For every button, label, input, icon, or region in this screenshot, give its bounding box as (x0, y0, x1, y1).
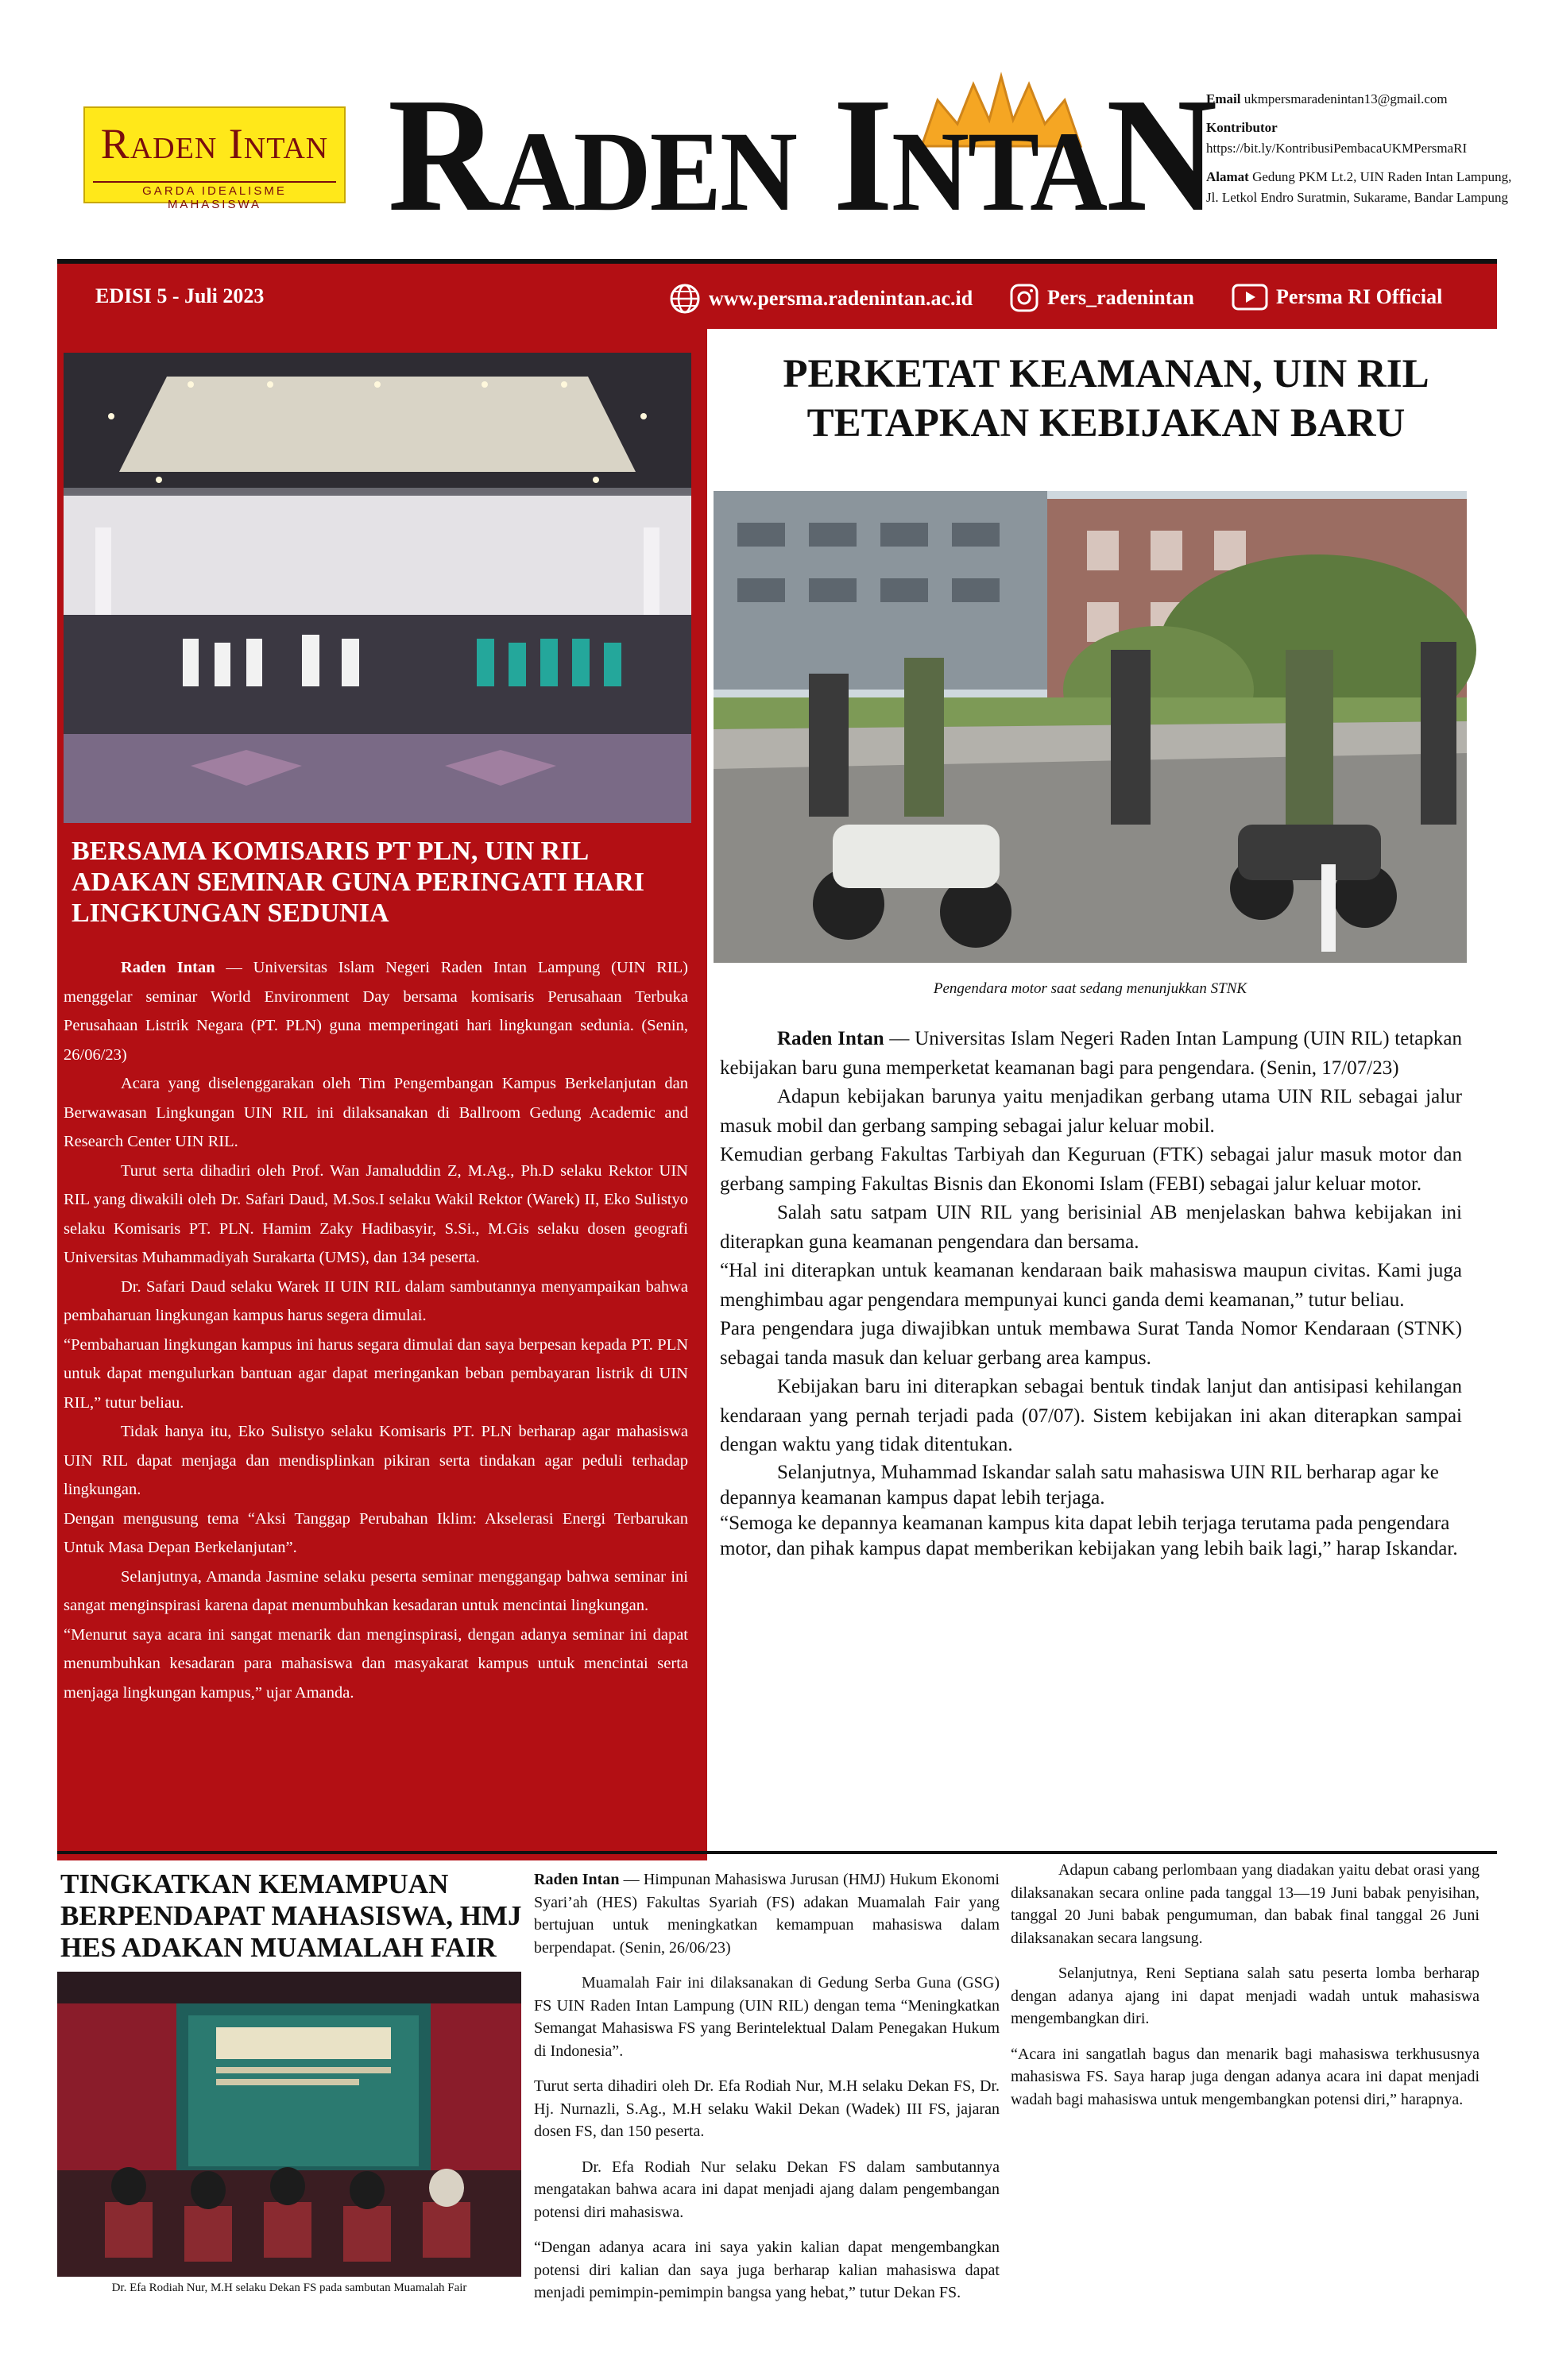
instagram-text: Pers_radenintan (1047, 286, 1194, 309)
bottom-story-column-1 (534, 1868, 1000, 2301)
right-paragraph-2: Adapun kebijakan barunya yaitu menjadikan gerbang utama UIN RIL sebagai jalur masuk mobil dan gerbang samping sebagai jalur keluar mobil. (720, 1086, 1462, 1137)
right-p1-text: — Universitas Islam Negeri Raden Intan Lampung (UIN RIL) tetapkan kebijakan baru guna memperketat keamanan bagi para pengendara. (Senin, 17/07/23) (720, 1028, 1462, 1079)
right-lead: Raden Intan (777, 1028, 884, 1049)
bottom-lead: Raden Intan (534, 1871, 620, 1888)
bottom-story-title: TINGKATKAN KEMAMPUAN BERPENDAPAT MAHASISWA, HMJ HES ADAKAN MUAMALAH FAIR (60, 1868, 522, 1963)
alamat-label: Alamat (1206, 169, 1249, 184)
youtube-text: Persma RI Official (1276, 285, 1443, 308)
kontributor-link[interactable]: https://bit.ly/KontribusiPembacaUKMPersmaRI (1206, 141, 1468, 156)
bottom-paragraph-1 (534, 1868, 1000, 1959)
left-paragraph-8: Selanjutnya, Amanda Jasmine selaku peserta seminar menggangap bahwa seminar ini sangat menginspirasi karena dapat menumbuhkan kesadaran untuk mencintai lingkungan. (64, 1567, 688, 1614)
edition-label: EDISI 5 - Juli 2023 (95, 284, 265, 307)
left-paragraph-9: “Menurut saya acara ini sangat menarik dan menginspirasi, dengan adanya seminar ini dapat menumbuhkan kesadaran para mahasiswa dan masyakarat kampus untuk mencintai serta menjaga lingkungan kampus,” ujar Amanda. (64, 1625, 688, 1702)
right-photo-caption: Pengendara motor saat sedang menunjukkan STNK (933, 980, 1247, 997)
right-story-body (720, 1025, 1462, 1562)
kontributor-line (1206, 118, 1524, 159)
bottom-paragraph-3: Turut serta dihadiri oleh Dr. Efa Rodiah Nur, M.H selaku Dekan FS, Dr. Hj. Nurnazli, S.Ag., M.H selaku Wakil Dekan (Wadek) III FS, jajaran dosen FS, dan 150 peserta. (534, 2077, 1000, 2140)
instagram-link[interactable] (1009, 283, 1194, 313)
youtube-link[interactable] (1232, 283, 1442, 311)
website-link[interactable] (669, 283, 973, 315)
kontributor-label: Kontributor (1206, 120, 1278, 135)
right-paragraph-4: Salah satu satpam UIN RIL yang berisinial AB menjelaskan bahwa kebijakan ini diterapkan guna keamanan pengendara dan bersama. (720, 1202, 1462, 1253)
left-paragraph-2: Acara yang diselenggarakan oleh Tim Pengembangan Kampus Berkelanjutan dan Berwawasan Lingkungan UIN RIL ini dilaksanakan di Ballroom Gedung Academic and Research Center UIN RIL. (64, 1075, 688, 1150)
security-photo (714, 491, 1467, 963)
left-p1-text: — Universitas Islam Negeri Raden Intan Lampung (UIN RIL) menggelar seminar World Environment Day bersama komisaris Perusahaan Terbuka Perusahaan Listrik Negara (PT. PLN) guna memperingati hari lingkungan sedunia. (Senin, 26/06/23) (64, 959, 688, 1064)
left-paragraph-7: Dengan mengusung tema “Aksi Tanggap Perubahan Iklim: Akselerasi Energi Terbarukan Untuk Masa Depan Berkelanjutan”. (64, 1509, 688, 1556)
email-label: Email (1206, 91, 1241, 106)
website-text: www.persma.radenintan.ac.id (709, 287, 973, 310)
left-paragraph-5: “Pembaharuan lingkungan kampus ini harus segara dimulai dan saya berpesan kepada PT. PLN untuk dapat mengulurkan bantuan agar dapat meringankan beban pembayaran listrik di UIN RIL,” tutur beliau. (64, 1335, 688, 1412)
right-paragraph-9: “Semoga ke depannya keamanan kampus kita dapat lebih terjaga terutama pada pengendara motor, dan pihak kampus dapat memberikan kebijakan yang lebih baik lagi,” harap Iskandar. (720, 1512, 1458, 1559)
left-paragraph-3: Turut serta dihadiri oleh Prof. Wan Jamaluddin Z, M.Ag., Ph.D selaku Rektor UIN RIL yang diwakili oleh Dr. Safari Daud, M.Sos.I selaku Wakil Rektor (Warek) II, Eko Sulistyo selaku Komisaris PT. PLN. Hamim Zaky Hadibasyir, S.Si., M.Gis selaku dosen geografi Universitas Muhammadiyah Surakarta (UMS), dan 134 peserta. (64, 1161, 688, 1266)
email-value[interactable]: ukmpersmaradenintan13@gmail.com (1244, 91, 1448, 106)
right-story-title: PERKETAT KEAMANAN, UIN RIL TETAPKAN KEBIJAKAN BARU (783, 352, 1429, 446)
edition-bar (57, 264, 1497, 329)
youtube-icon (1232, 283, 1268, 311)
raden-intan-logo (83, 106, 346, 211)
logo-tagline: GARDA IDEALISME MAHASISWA (93, 181, 336, 199)
right-paragraph-7: Kebijakan baru ini diterapkan sebagai bentuk tindak lanjut dan antisipasi kehilangan kendaraan yang pernah terjadi pada (07/07). Sistem kebijakan ini akan diterapkan sampai dengan waktu yang tidak ditentukan. (720, 1376, 1462, 1455)
contact-info (1206, 89, 1524, 216)
left-paragraph-6: Tidak hanya itu, Eko Sulistyo selaku Komisaris PT. PLN berharap agar mahasiswa UIN RIL dapat menjaga dan mendisplinkan pikiran serta tindakan agar peduli terhadap lingkungan. (64, 1423, 688, 1498)
alamat-value: Gedung PKM Lt.2, UIN Raden Intan Lampung, Jl. Letkol Endro Suratmin, Sukarame, Bandar Lampung (1206, 169, 1512, 205)
section-divider (57, 1851, 1497, 1854)
bottom-paragraph-7: Selanjutnya, Reni Septiana salah satu peserta lomba berharap dengan adanya ajang ini dapat menjadi wadah untuk mahasiswa mengembangkan diri. (1011, 1965, 1479, 2027)
left-paragraph-1 (64, 953, 688, 1069)
bottom-paragraph-8: “Acara ini sangatlah bagus dan menarik bagi mahasiswa terkhususnya mahasiswa FS. Saya harap juga dengan adanya acara ini dapat menjadi wadah bagi mahasiswa untuk mengembangkan potensi diri,” harapnya. (1011, 2045, 1479, 2108)
alamat-line (1206, 167, 1524, 208)
masthead-title-text: Raden IntaN (388, 64, 1216, 245)
bottom-paragraph-6: Adapun cabang perlombaan yang diadakan yaitu debat orasi yang dilaksanakan secara online pada tanggal 13—19 Juni babak penyisihan, tanggal 20 Juni babak pengumuman, dan babak final tanggal 26 Juni dilaksanakan secara langsung. (1011, 1861, 1479, 1947)
bottom-paragraph-4: Dr. Efa Rodiah Nur selaku Dekan FS dalam sambutannya mengatakan bahwa acara ini dapat menjadi ajang dalam pengembangan potensi diri mahasiswa. (534, 2158, 1000, 2221)
seminar-photo (64, 353, 691, 823)
bottom-paragraph-2: Muamalah Fair ini dilaksanakan di Gedung Serba Guna (GSG) FS UIN Raden Intan Lampung (UIN RIL) dengan tema “Meningkatkan Semangat Mahasiswa FS yang Berintelektual Dalam Penegakan Hukum di Indonesia”. (534, 1974, 1000, 2060)
bottom-paragraph-5: “Dengan adanya acara ini saya yakin kalian dapat mengembangkan potensi diri kalian dan saya juga berharap kalian mahasiswa dapat menjadi pemimpin-pemimpin bangsa yang hebat,” tutur Dekan FS. (534, 2239, 1000, 2301)
bottom-story-column-2 (1011, 1859, 1479, 2123)
logo-title: Raden Intan (100, 120, 329, 168)
bottom-photo-caption: Dr. Efa Rodiah Nur, M.H selaku Dekan FS pada sambutan Muamalah Fair (111, 2281, 467, 2294)
email-line (1206, 89, 1524, 110)
left-story-title: BERSAMA KOMISARIS PT PLN, UIN RIL ADAKAN SEMINAR GUNA PERINGATI HARI LINGKUNGAN SEDUNIA (72, 836, 644, 928)
globe-icon (669, 283, 701, 315)
left-lead: Raden Intan (121, 959, 215, 976)
left-story-body (64, 953, 688, 1707)
right-paragraph-6: Para pengendara juga diwajibkan untuk membawa Surat Tanda Nomor Kendaraan (STNK) sebagai tanda masuk dan keluar gerbang area kampus. (720, 1318, 1462, 1369)
masthead-title (388, 64, 1216, 245)
right-paragraph-5: “Hal ini diterapkan untuk keamanan kendaraan baik mahasiswa maupun civitas. Kami juga menghimbau agar pengendara mempunyai kunci ganda demi keamanan,” tutur beliau. (720, 1260, 1462, 1311)
instagram-icon (1009, 283, 1039, 313)
right-paragraph-3: Kemudian gerbang Fakultas Tarbiyah dan Keguruan (FTK) sebagai jalur masuk motor dan gerbang samping Fakultas Bisnis dan Ekonomi Islam (FEBI) sebagai jalur keluar motor. (720, 1144, 1462, 1195)
right-paragraph-8: Selanjutnya, Muhammad Iskandar salah satu mahasiswa UIN RIL berharap agar ke depannya keamanan kampus dapat lebih terjaga. (720, 1461, 1439, 1509)
bottom-p1-text: — Himpunan Mahasiswa Jurusan (HMJ) Hukum Ekonomi Syari’ah (HES) Fakultas Syariah (FS) adakan Muamalah Fair yang bertujuan untuk meningkatkan kemampuan mahasiswa dalam berpendapat. (Senin, 26/06/23) (534, 1871, 1000, 1957)
muamalah-fair-photo (57, 1972, 521, 2277)
left-paragraph-4: Dr. Safari Daud selaku Warek II UIN RIL dalam sambutannya menyampaikan bahwa pembaharuan lingkungan kampus harus segera dimulai. (64, 1277, 688, 1324)
right-paragraph-1 (720, 1025, 1462, 1083)
